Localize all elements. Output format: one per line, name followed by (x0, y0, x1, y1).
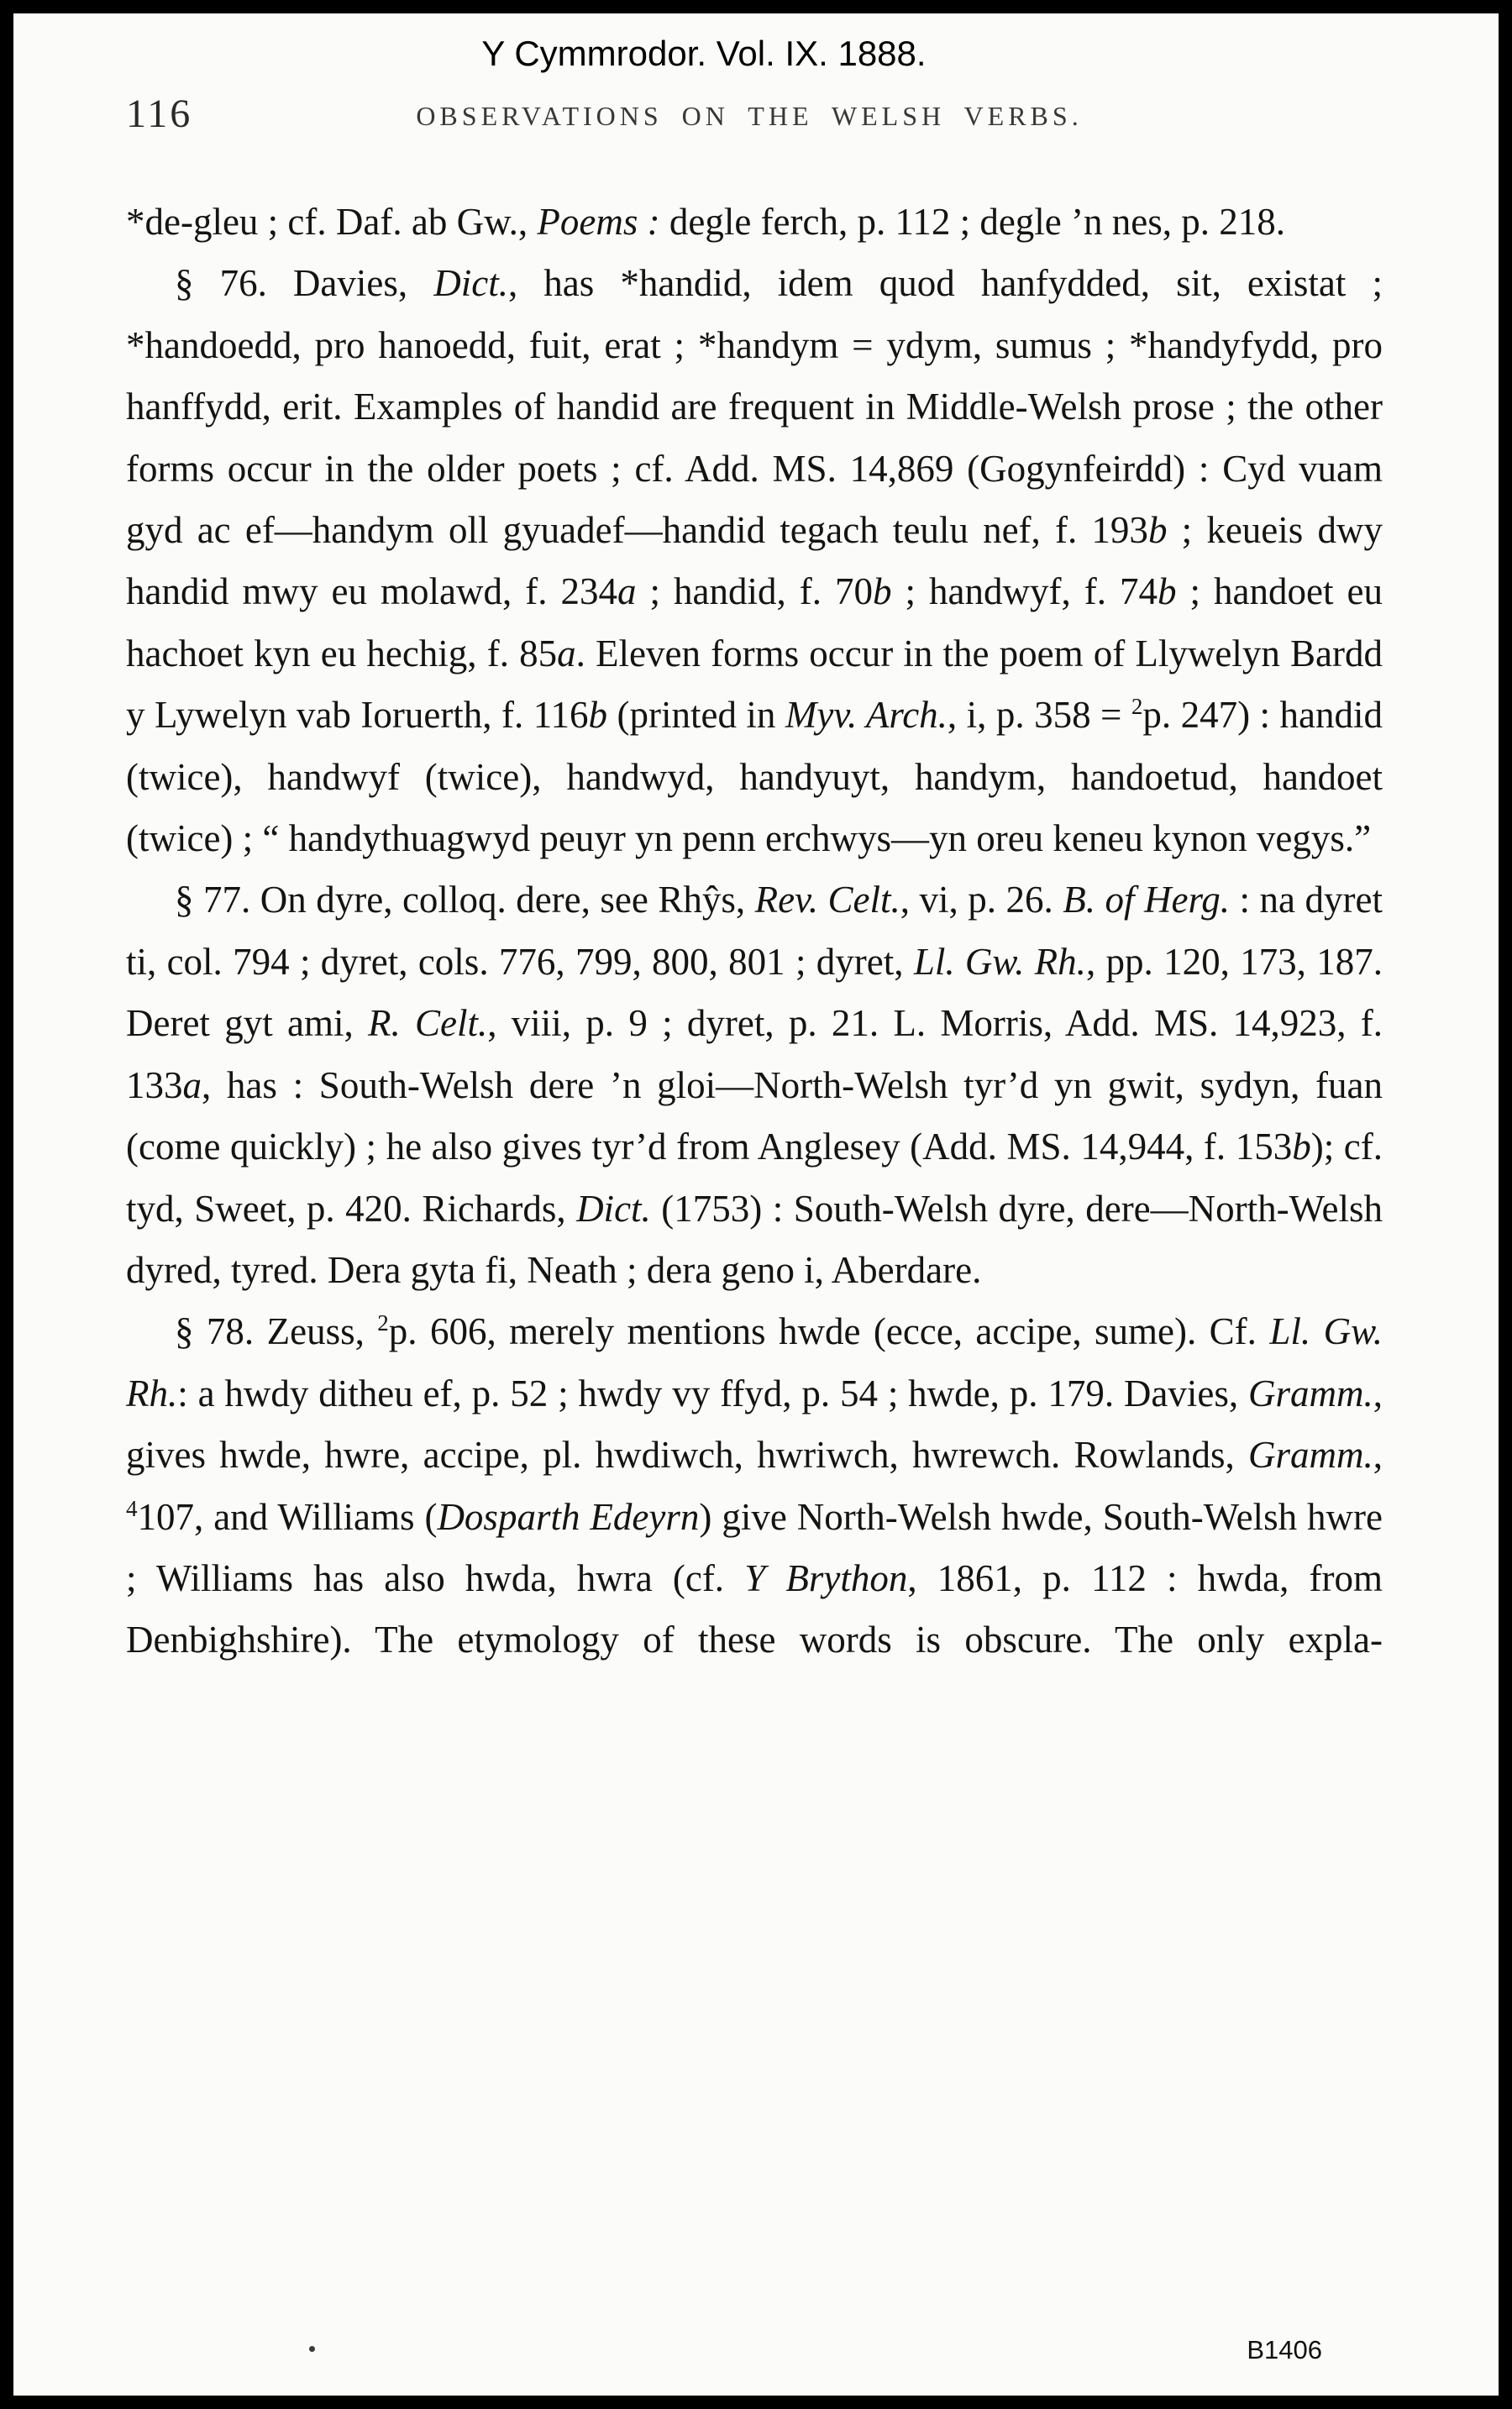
paragraph: § 78. Zeuss, $^2$p. 606, merely mentions hwde (ecce, accipe, sume). Cf. Ll. Gw. Rh.: a hwdy ditheu ef, p. 52 ; hwdy vy ffyd, p. 54 ; hwde, p. 179. Davies, Gramm., gives hwde, hwre, accipe, pl. hwdiwch, hwriwch, hwrewch. Rowlands, Gramm., $^4$107, and Williams (Dosparth Edeyrn) give North-Welsh hwde, South-Welsh hwre ; Williams has also hwda, hwra (cf. Y Brython, 1861, p. 112 : hwda, from Denbighshire). The etymology of these words is obscure. The only expla- (126, 1310, 1383, 1661)
stray-ink-mark (309, 2346, 315, 2352)
paragraph: § 77. On dyre, colloq. dere, see Rhŷs, Rev. Celt., vi, p. 26. B. of Herg. : na dyret ti, col. 794 ; dyret, cols. 776, 799, 800, 801 ; dyret, Ll. Gw. Rh., pp. 120, 173, 187. Deret gyt ami, R. Celt., viii, p. 9 ; dyret, p. 21. L. Morris, Add. MS. 14,923, f. 133a, has : South-Welsh dere ’n gloi—North-Welsh tyr’d yn gwit, sydyn, fuan (come quickly) ; he also gives tyr’d from Anglesey (Add. MS. 14,944, f. 153b); cf. tyd, Sweet, p. 420. Richards, Dict. (1753) : South-Welsh dyre, dere—North-Welsh dyred, tyred. Dera gyta fi, Neath ; dera geno i, Aberdare. (126, 879, 1383, 1291)
body-text (126, 192, 1383, 1672)
paragraph: *de-gleu ; cf. Daf. ab Gw., Poems : degle ferch, p. 112 ; degle ’n nes, p. 218. (126, 201, 1285, 243)
page-number: 116 (126, 92, 193, 136)
paragraph: § 76. Davies, Dict., has *handid, idem quod hanfydded, sit, existat ; *handoedd, pro hanoedd, fuit, erat ; *handym = ydym, sumus ; *handyfydd, pro hanffydd, erit. Examples of handid are frequent in Middle-Welsh prose ; the other forms occur in the older poets ; cf. Add. MS. 14,869 (Gogynfeirdd) : Cyd vuam gyd ac ef—handym oll gyuadef—handid tegach teulu nef, f. 193b ; keueis dwy handid mwy eu molawd, f. 234a ; handid, f. 70b ; handwyf, f. 74b ; handoet eu hachoet kyn eu hechig, f. 85a. Eleven forms occur in the poem of Llywelyn Bardd y Lywelyn vab Ioruerth, f. 116b (printed in Myv. Arch., i, p. 358 = $^2$p. 247) : handid (twice), handwyf (twice), handwyd, handyuyt, handym, handoetud, handoet (twice) ; “ handythuagwyd peuyr yn penn erchwys—yn oreu keneu kynon vegys.” (126, 262, 1383, 860)
running-header (126, 91, 1373, 150)
volume-watermark: Y Cymmrodor. Vol. IX. 1888. (481, 34, 927, 73)
scan-reference-code: B1406 (1247, 2335, 1322, 2364)
running-head-title: OBSERVATIONS ON THE WELSH VERBS. (416, 101, 1083, 131)
page-surface (13, 13, 1499, 2396)
